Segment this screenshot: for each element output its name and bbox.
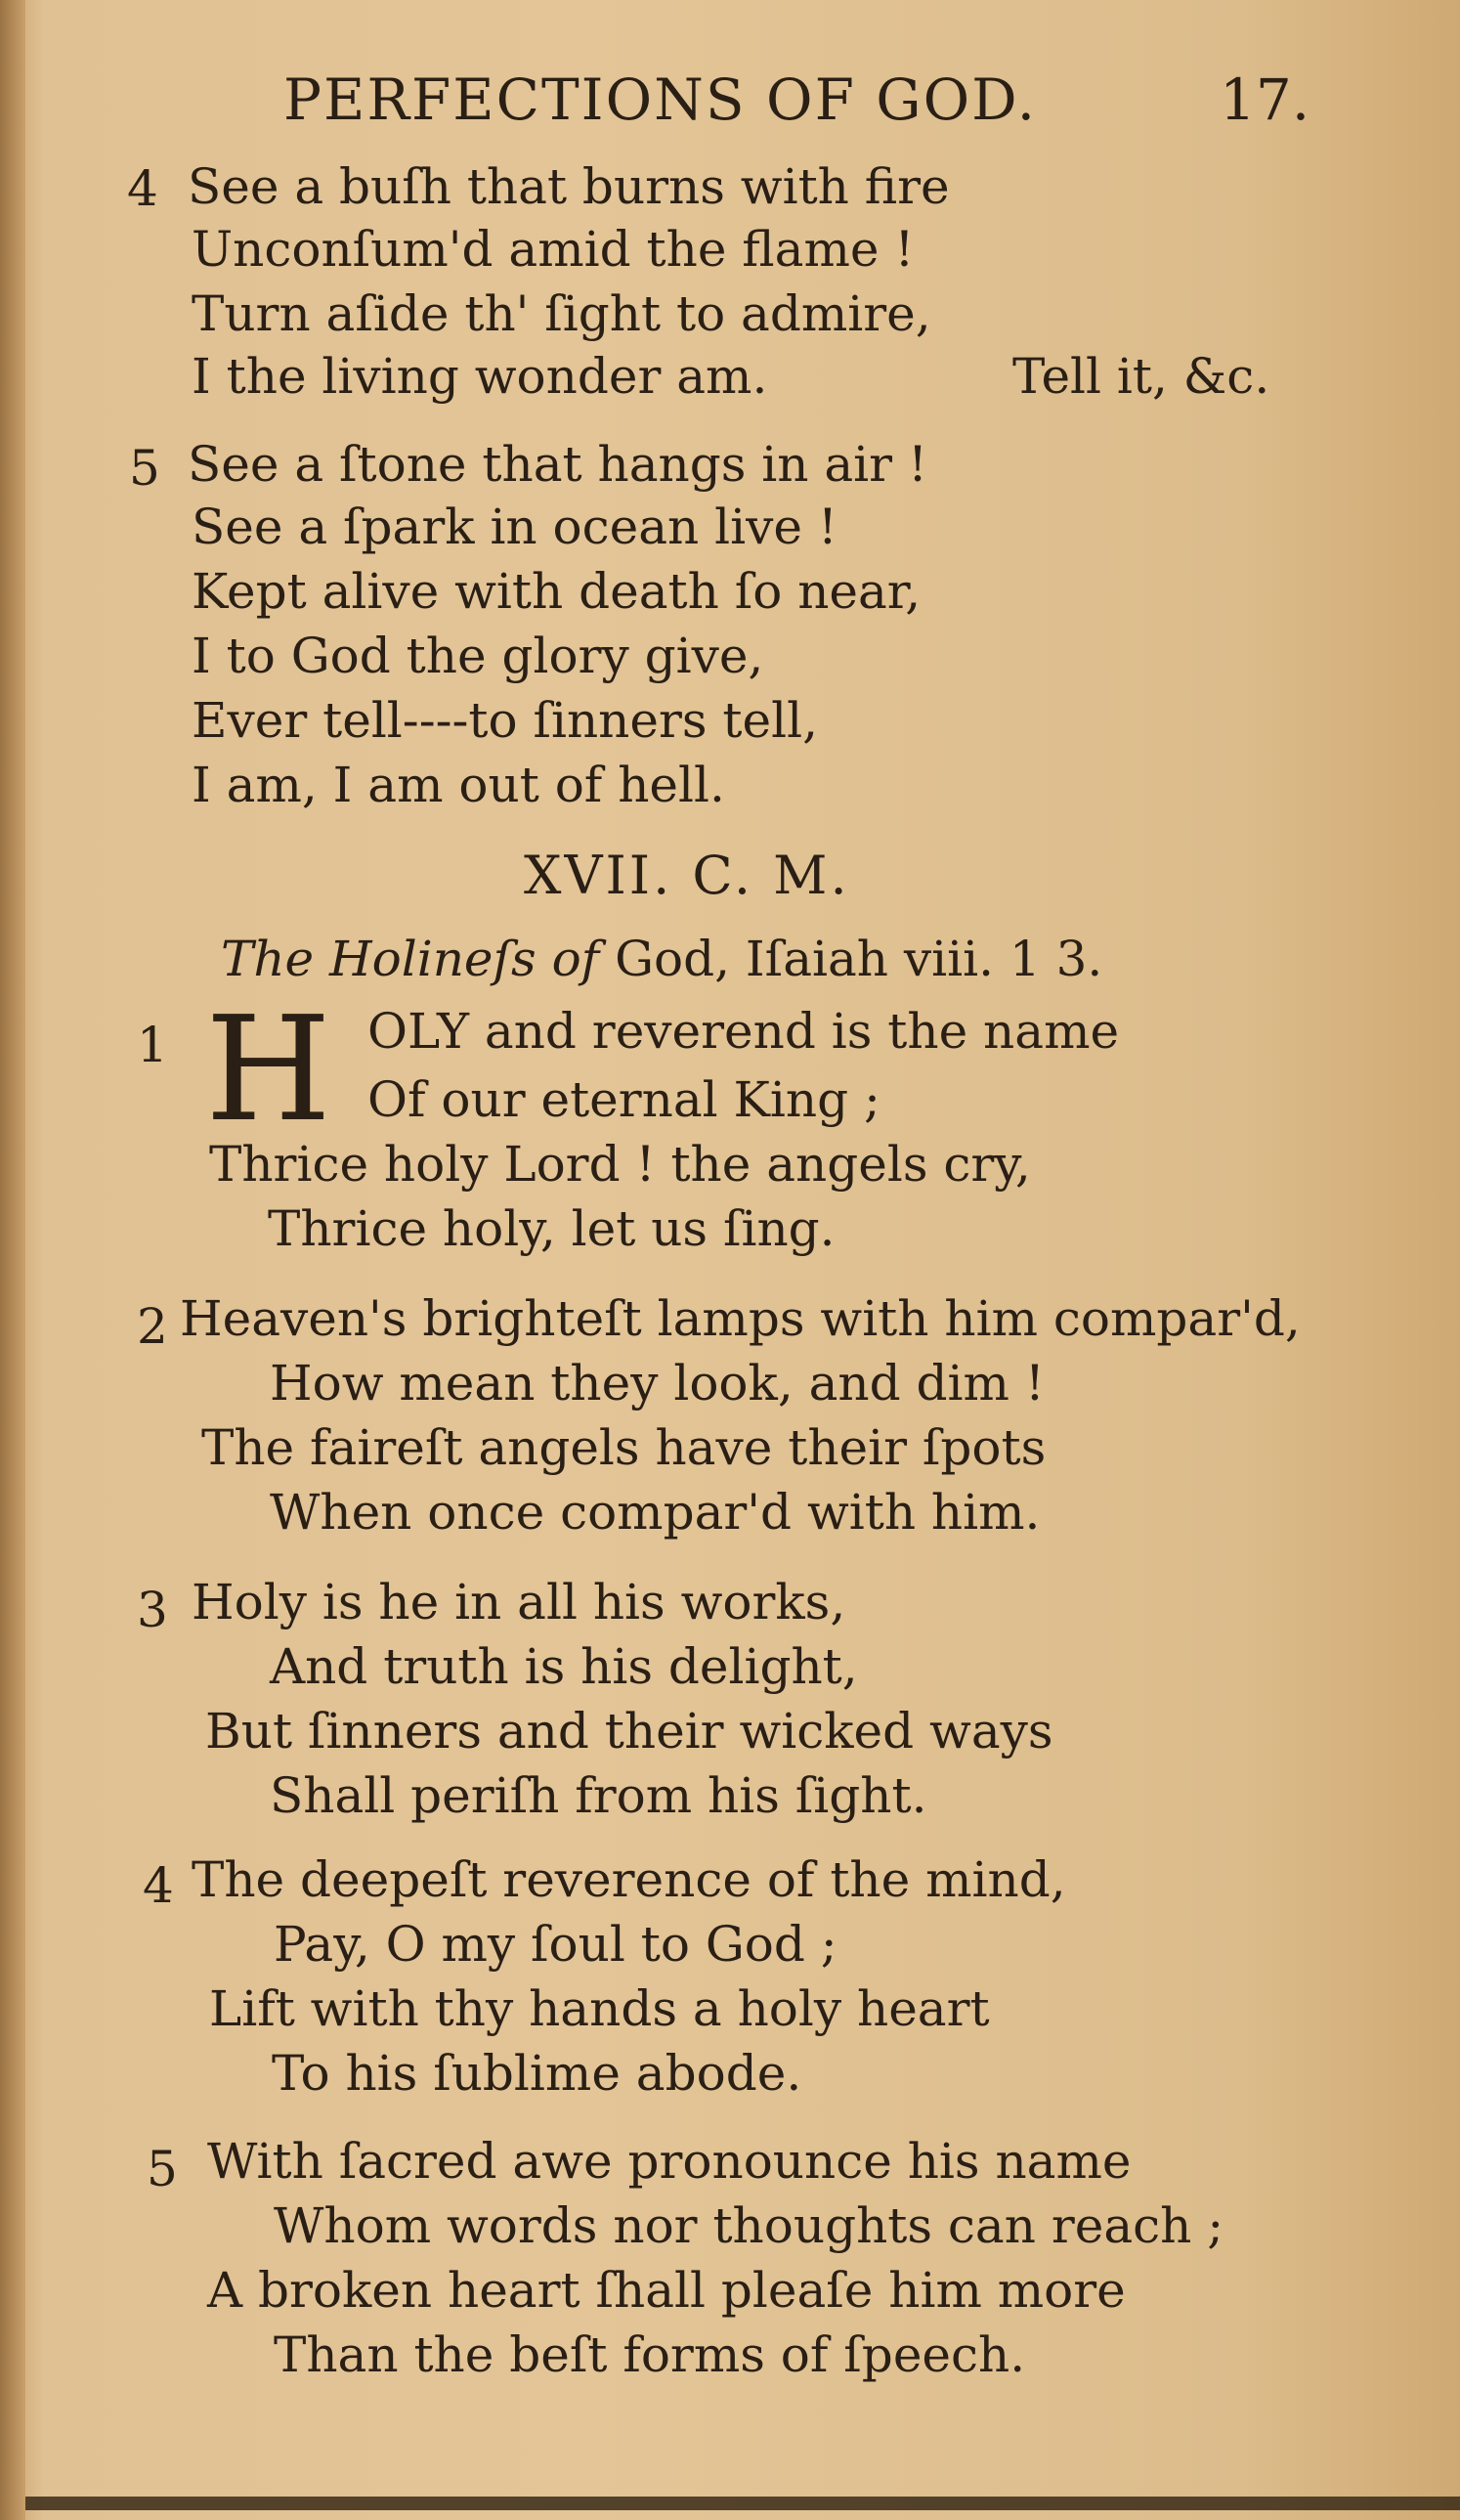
verse-line: Pay, O my ſoul to God ; (274, 1916, 837, 1973)
stanza-number: 1 (137, 1017, 168, 1073)
verse-line: Holy is he in all his works, (192, 1574, 846, 1630)
verse-line: A broken heart ſhall pleaſe him more (207, 2262, 1126, 2319)
page-bottom-edge (25, 2497, 1460, 2510)
verse-line: I am, I am out of hell. (192, 757, 725, 813)
stanza-number: 5 (147, 2141, 178, 2197)
verse-line: Heaven's brighteſt lamps with him compar'd, (180, 1290, 1301, 1347)
verse-line: But ſinners and their wicked ways (205, 1703, 1053, 1760)
verse-line: Of our eternal King ; (367, 1071, 880, 1128)
stanza-number: 4 (143, 1857, 174, 1914)
verse-line: Thrice holy Lord ! the angels cry, (209, 1136, 1031, 1193)
verse-line: Whom words nor thoughts can reach ; (274, 2197, 1224, 2254)
stanza-number: 2 (137, 1298, 168, 1355)
verse-line: Kept alive with death ſo near, (192, 563, 922, 620)
verse-line: See a buſh that burns with fire (188, 158, 950, 215)
stanza-number: 4 (127, 160, 158, 217)
stanza-number: 5 (129, 440, 160, 497)
verse-line: See a ſpark in ocean live ! (192, 499, 837, 555)
verse-line: Turn aſide th' ſight to admire, (192, 285, 931, 342)
drop-cap: H (205, 985, 332, 1153)
verse-line: Than the beſt forms of ſpeech. (274, 2326, 1026, 2383)
page-edge (0, 0, 25, 2520)
verse-line: Lift with thy hands a holy heart (209, 1980, 990, 2037)
verse-line: Ever tell----to ſinners tell, (192, 692, 818, 749)
verse-line: I the living wonder am. (192, 348, 768, 405)
stanza-number: 3 (137, 1582, 168, 1638)
hymn-heading: XVII. C. M. (524, 845, 850, 906)
verse-line: With ſacred awe pronounce his name (207, 2133, 1132, 2190)
running-header: PERFECTIONS OF GOD. (283, 66, 1038, 133)
verse-line: See a ſtone that hangs in air ! (188, 436, 928, 493)
verse-line: The deepeſt reverence of the mind, (192, 1851, 1066, 1908)
hymn-subtitle (221, 931, 1102, 987)
verse-line: Shall periſh from his ſight. (270, 1767, 927, 1824)
subtitle-rest: God, Iſaiah viii. 1 3. (615, 931, 1103, 987)
refrain: Tell it, &c. (1012, 348, 1270, 405)
verse-line: When once compar'd with him. (270, 1484, 1041, 1541)
verse-line: And truth is his delight, (270, 1638, 858, 1695)
verse-line: Thrice holy, let us ſing. (268, 1200, 836, 1257)
verse-line: OLY and reverend is the name (367, 1003, 1120, 1060)
verse-line: To his ſublime abode. (272, 2045, 802, 2102)
verse-line: The faireſt angels have their ſpots (201, 1419, 1047, 1476)
page-number: 17. (1220, 66, 1310, 133)
verse-line: How mean they look, and dim ! (270, 1355, 1045, 1412)
subtitle-italic: The Holineſs of (221, 931, 600, 987)
verse-line: Unconſum'd amid the flame ! (192, 221, 915, 278)
verse-line: I to God the glory give, (192, 628, 764, 684)
